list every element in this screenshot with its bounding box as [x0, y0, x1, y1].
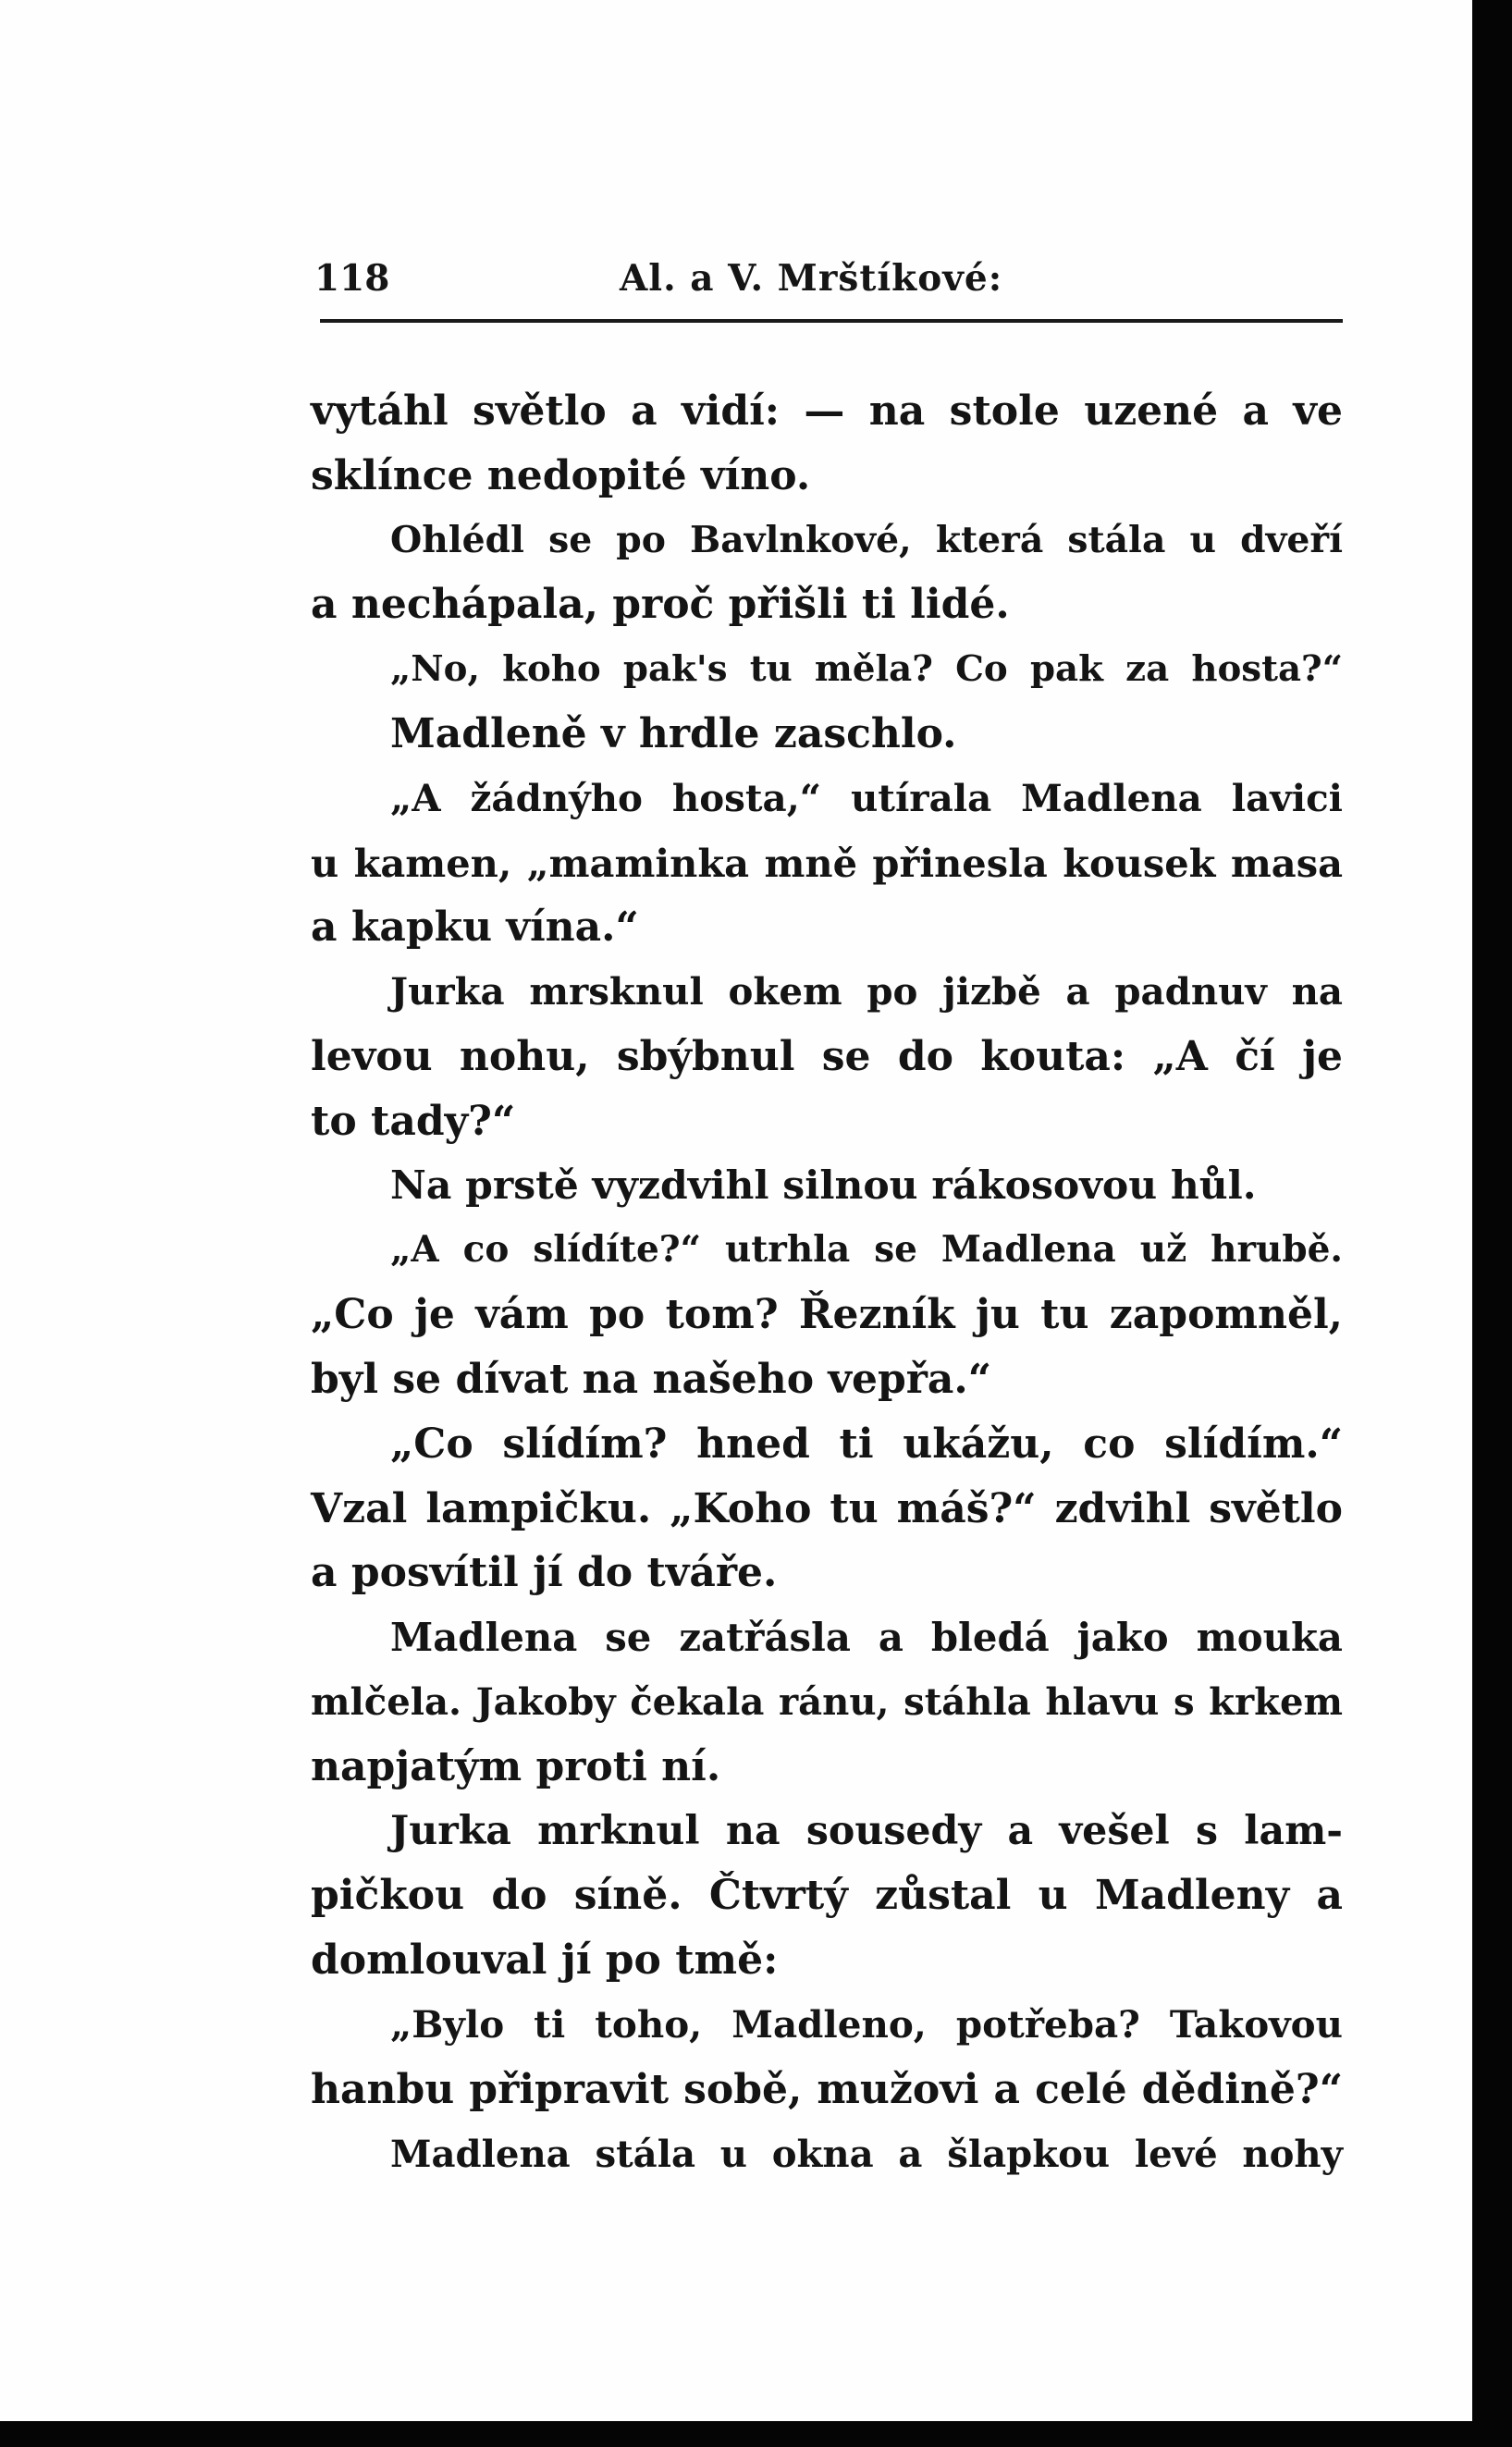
text-line: Jurka mrknul na sousedy a vešel s lam- [390, 1807, 1343, 1854]
text-line: napjatým proti ní. [311, 1742, 721, 1790]
text-line: domlouval jí po tmě: [311, 1937, 779, 1985]
text-line: Madlena se zatřásla a bledá jako mouka [390, 1615, 1343, 1661]
text-line: Jurka mrsknul okem po jizbě a padnuv na [390, 969, 1343, 1014]
body-text [311, 379, 1343, 2186]
page-header [314, 252, 1343, 311]
text-line: Na prstě vyzdvihl silnou rákosovou hůl. [390, 1162, 1257, 1209]
scan-border-right [1472, 0, 1512, 2447]
text-line: to tady?“ [311, 1097, 516, 1145]
text-line: a posvítil jí do tváře. [311, 1549, 778, 1597]
text-line: vytáhl světlo a vidí: — na stole uzené a ve [311, 387, 1343, 435]
text-line: „Bylo ti toho, Madleno, potřeba? Takovou [390, 2001, 1343, 2047]
text-line: sklínce nedopité víno. [311, 451, 811, 499]
text-line: byl se dívat na našeho vepřa.“ [311, 1355, 992, 1403]
text-line: Ohlédl se po Bavlnkové, která stála u dveří [390, 518, 1343, 561]
text-line: a kapku vína.“ [311, 904, 639, 952]
text-line: Madlena stála u okna a šlapkou levé nohy [390, 2132, 1343, 2176]
text-line: Madleně v hrdle zaschlo. [390, 709, 957, 757]
text-line: a nechápala, proč přišli ti lidé. [311, 581, 1010, 629]
text-line: levou nohu, sbýbnul se do kouta: „A čí je [311, 1032, 1343, 1080]
text-line: hanbu připravit sobě, mužovi a celé dědině?“ [311, 2065, 1343, 2113]
page-number: 118 [314, 257, 390, 300]
text-line: „Co je vám po tom? Řezník ju tu zapomněl, [311, 1291, 1343, 1339]
running-title: Al. a V. Mrštíkové: [620, 257, 1003, 300]
text-line: u kamen, „maminka mně přinesla kousek masa [311, 840, 1343, 886]
text-line: „A žádnýho hosta,“ utírala Madlena lavici [390, 775, 1343, 820]
text-line: „No, koho pak's tu měla? Co pak za hosta?“ [390, 648, 1343, 691]
text-line: Vzal lampičku. „Koho tu máš?“ zdvihl světlo [311, 1484, 1343, 1532]
text-line: pičkou do síně. Čtvrtý zůstal u Madleny a [311, 1872, 1343, 1920]
scan-border-bottom [0, 2421, 1512, 2447]
text-line: mlčela. Jakoby čekala ránu, stáhla hlavu s krkem [311, 1679, 1343, 1724]
text-line: „Co slídím? hned ti ukážu, co slídím.“ [390, 1420, 1343, 1468]
header-rule [320, 319, 1343, 323]
text-line: „A co slídíte?“ utrhla se Madlena už hrubě. [390, 1228, 1343, 1272]
